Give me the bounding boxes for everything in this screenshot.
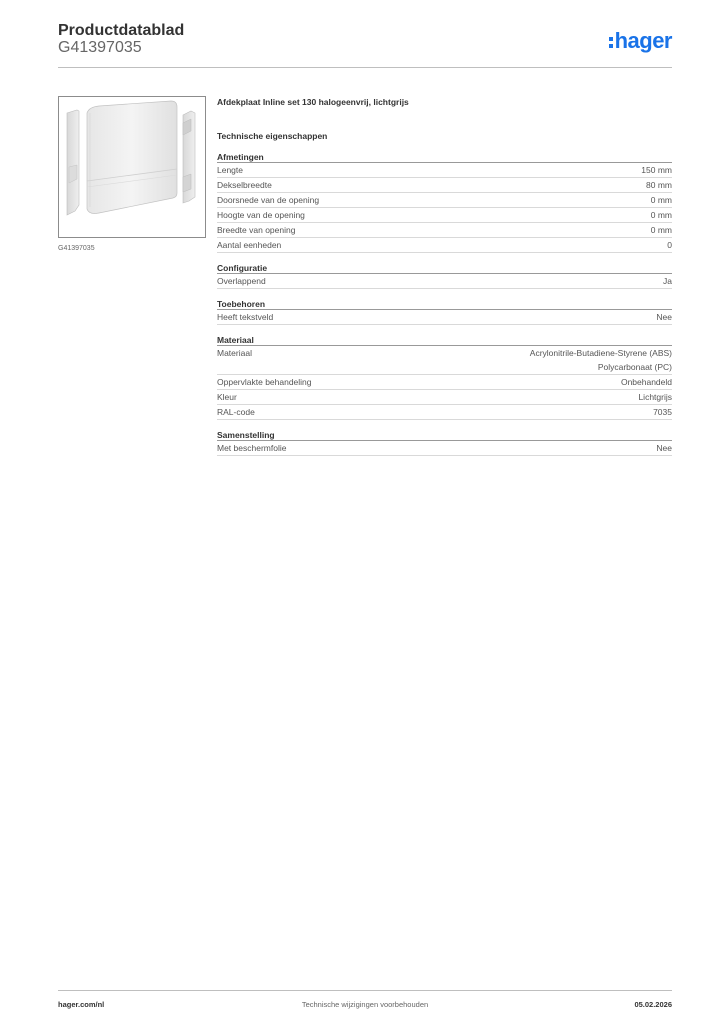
section-toebehoren <box>217 298 672 325</box>
product-name: Afdekplaat Inline set 130 halogeenvrij, lichtgrijs <box>217 97 409 107</box>
spec-label: Kleur <box>217 392 237 402</box>
section-title: Toebehoren <box>217 298 672 310</box>
image-caption: G41397035 <box>58 245 95 252</box>
spec-value: Nee <box>656 312 672 322</box>
spec-row <box>217 375 672 390</box>
spec-value <box>530 346 672 374</box>
spec-value: Onbehandeld <box>620 377 672 387</box>
spec-value: 0 <box>667 240 672 250</box>
spec-value-line: Acrylonitrile-Butadiene-Styrene (ABS) <box>529 348 672 358</box>
section-samenstelling <box>217 429 672 456</box>
page-title: Productdatablad <box>58 22 185 39</box>
document-date: 05.02.2026 <box>634 1000 672 1009</box>
spec-label: Oppervlakte behandeling <box>217 377 312 387</box>
spec-row <box>217 238 672 253</box>
product-code: G41397035 <box>58 39 142 56</box>
spec-label: Aantal eenheden <box>217 240 282 250</box>
spec-value: 0 mm <box>650 210 672 220</box>
spec-label: Dekselbreedte <box>217 180 272 190</box>
spec-label: Doorsnede van de opening <box>217 195 320 205</box>
spec-row <box>217 163 672 178</box>
product-image <box>58 96 206 238</box>
website-link[interactable]: hager.com/nl <box>58 1000 105 1009</box>
spec-label: Heeft tekstveld <box>217 312 274 322</box>
product-specs <box>217 96 672 456</box>
spec-row <box>217 193 672 208</box>
hager-logo <box>609 29 672 53</box>
spec-value: 0 mm <box>650 195 672 205</box>
spec-label: Met beschermfolie <box>217 443 287 453</box>
page-header <box>58 22 672 68</box>
spec-row <box>217 405 672 420</box>
disclaimer-text: Technische wijzigingen voorbehouden <box>301 1000 429 1009</box>
spec-value: 80 mm <box>646 180 672 190</box>
spec-value: Lichtgrijs <box>638 392 672 402</box>
spec-value: 0 mm <box>650 225 672 235</box>
section-title: Materiaal <box>217 334 672 346</box>
spec-label: Hoogte van de opening <box>217 210 305 220</box>
spec-value: Ja <box>663 276 672 286</box>
section-configuratie <box>217 262 672 289</box>
spec-row <box>217 223 672 238</box>
section-materiaal <box>217 334 672 420</box>
spec-value: 150 mm <box>641 165 672 175</box>
spec-row <box>217 390 672 405</box>
spec-value: Nee <box>656 443 672 453</box>
logo-text: hager <box>614 28 672 53</box>
section-afmetingen <box>217 151 672 253</box>
section-title: Afmetingen <box>217 151 672 163</box>
cover-plate-product-photo-icon <box>59 97 205 237</box>
spec-label: Overlappend <box>217 276 266 286</box>
spec-row <box>217 274 672 289</box>
logo-mark-icon <box>609 37 613 48</box>
spec-label: Materiaal <box>217 348 252 358</box>
spec-row <box>217 208 672 223</box>
spec-row <box>217 310 672 325</box>
spec-value-line: Polycarbonaat (PC) <box>597 362 672 372</box>
section-title: Samenstelling <box>217 429 672 441</box>
spec-label: Breedte van opening <box>217 225 296 235</box>
spec-value: 7035 <box>653 407 672 417</box>
technical-properties-heading: Technische eigenschappen <box>217 131 328 141</box>
section-title: Configuratie <box>217 262 672 274</box>
spec-row <box>217 441 672 456</box>
page-footer <box>58 990 672 1010</box>
spec-row <box>217 178 672 193</box>
spec-label: RAL-code <box>217 407 255 417</box>
spec-row <box>217 346 672 375</box>
spec-label: Lengte <box>217 165 243 175</box>
